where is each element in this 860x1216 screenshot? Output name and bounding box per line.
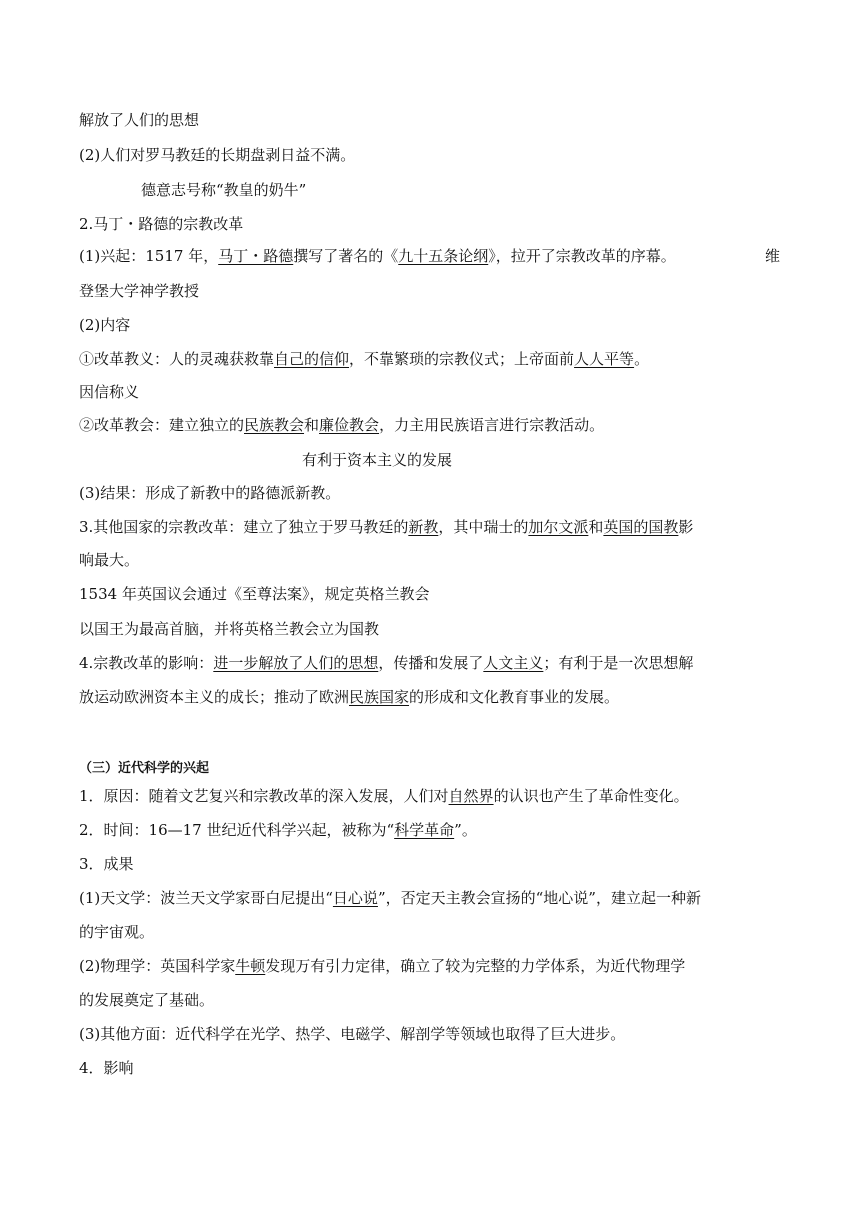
text-span: 1．原因：随着文艺复兴和宗教改革的深入发展，人们对 <box>79 787 449 805</box>
text-span: ②改革教会：建立独立的 <box>79 416 245 434</box>
text-span: 发现万有引力定律，确立了较为完整的力学体系，为近代物理学 <box>265 957 686 975</box>
text-span: 3.其他国家的宗教改革：建立了独立于罗马教廷的 <box>79 518 409 536</box>
annotation-note: 因信称义 <box>79 383 140 401</box>
section-item: 2.马丁・路德的宗教改革 <box>79 215 244 233</box>
text-line <box>79 687 619 707</box>
text-span: ，其中瑞士的 <box>438 518 529 536</box>
text-span: 》，拉开了宗教改革的序幕。 <box>488 247 676 265</box>
text-span: ”。 <box>454 821 477 839</box>
underlined-term: 日心说 <box>332 889 378 907</box>
underlined-term: 加尔文派 <box>528 518 589 536</box>
underlined-term: 人文主义 <box>483 654 544 672</box>
underlined-term: 新教 <box>408 518 439 536</box>
text-line: 响最大。 <box>79 551 140 569</box>
text-line <box>79 956 685 976</box>
text-line: 3．成果 <box>79 855 134 873</box>
text-span: ①改革教义：人的灵魂获救靠 <box>79 350 275 368</box>
text-span: ，传播和发展了 <box>378 654 484 672</box>
text-span: ；有利于是一次思想解 <box>543 654 694 672</box>
text-span: 的认识也产生了革命性变化。 <box>493 787 689 805</box>
text-span: 2．时间：16—17 世纪近代科学兴起，被称为“ <box>79 821 395 839</box>
annotation-note: 有利于资本主义的发展 <box>302 451 453 469</box>
underlined-term: 民族国家 <box>349 688 410 706</box>
text-line: (3)结果：形成了新教中的路德派新教。 <box>79 484 341 502</box>
text-line <box>79 349 649 369</box>
annotation-note: 以国王为最高首脑，并将英格兰教会立为国教 <box>79 620 380 638</box>
text-line: (2)内容 <box>79 316 131 334</box>
text-line <box>79 415 604 435</box>
underlined-term: 进一步解放了人们的思想 <box>213 654 379 672</box>
text-span: ”，否定天主教会宣扬的“地心说”，建立起一种新 <box>377 889 701 907</box>
text-span: ，力主用民族语言进行宗教活动。 <box>379 416 605 434</box>
text-line: (3)其他方面：近代科学在光学、热学、电磁学、解剖学等领域也取得了巨大进步。 <box>79 1025 626 1043</box>
underlined-term: 自己的信仰 <box>274 350 350 368</box>
text-line <box>79 517 693 537</box>
text-span: ，不靠繁琐的宗教仪式；上帝面前 <box>349 350 575 368</box>
underlined-term: 民族教会 <box>244 416 305 434</box>
annotation-note: 1534 年英国议会通过《至尊法案》，规定英格兰教会 <box>79 585 430 603</box>
text-line: 的宇宙观。 <box>79 923 155 941</box>
underlined-term: 自然界 <box>448 787 494 805</box>
text-span: 。 <box>634 350 650 368</box>
annotation-note: 登堡大学神学教授 <box>79 282 200 300</box>
text-line: 4．影响 <box>79 1059 134 1077</box>
underlined-term: 科学革命 <box>394 821 455 839</box>
text-span: 放运动欧洲资本主义的成长；推动了欧洲 <box>79 688 350 706</box>
underlined-term: 牛顿 <box>235 957 266 975</box>
text-span: 的形成和文化教育事业的发展。 <box>409 688 620 706</box>
text-line: 的发展奠定了基础。 <box>79 991 215 1009</box>
text-span: 和 <box>304 416 320 434</box>
underlined-term: 英国的国教 <box>603 518 679 536</box>
text-span: (2)物理学：英国科学家 <box>79 957 236 975</box>
text-line <box>79 888 701 908</box>
section-heading: （三）近代科学的兴起 <box>79 761 210 776</box>
text-span: 4.宗教改革的影响： <box>79 654 214 672</box>
text-line <box>79 246 676 266</box>
text-line <box>79 653 693 673</box>
text-span: (1)兴起：1517 年， <box>79 247 219 265</box>
text-span: (1)天文学：波兰天文学家哥白尼提出“ <box>79 889 333 907</box>
text-span: 影 <box>678 518 694 536</box>
text-line: (2)人们对罗马教廷的长期盘剥日益不满。 <box>79 146 356 164</box>
underlined-term: 人人平等 <box>574 350 635 368</box>
underlined-term: 廉俭教会 <box>319 416 380 434</box>
underlined-term: 马丁・路德 <box>218 247 294 265</box>
annotation-note: 维 <box>765 247 781 265</box>
text-line: 解放了人们的思想 <box>79 111 200 129</box>
annotation-note: 德意志号称“教皇的奶牛” <box>141 181 307 199</box>
text-span: 和 <box>588 518 604 536</box>
text-line <box>79 786 689 806</box>
text-line <box>79 820 477 840</box>
underlined-term: 九十五条论纲 <box>398 247 489 265</box>
text-span: 撰写了著名的《 <box>293 247 399 265</box>
